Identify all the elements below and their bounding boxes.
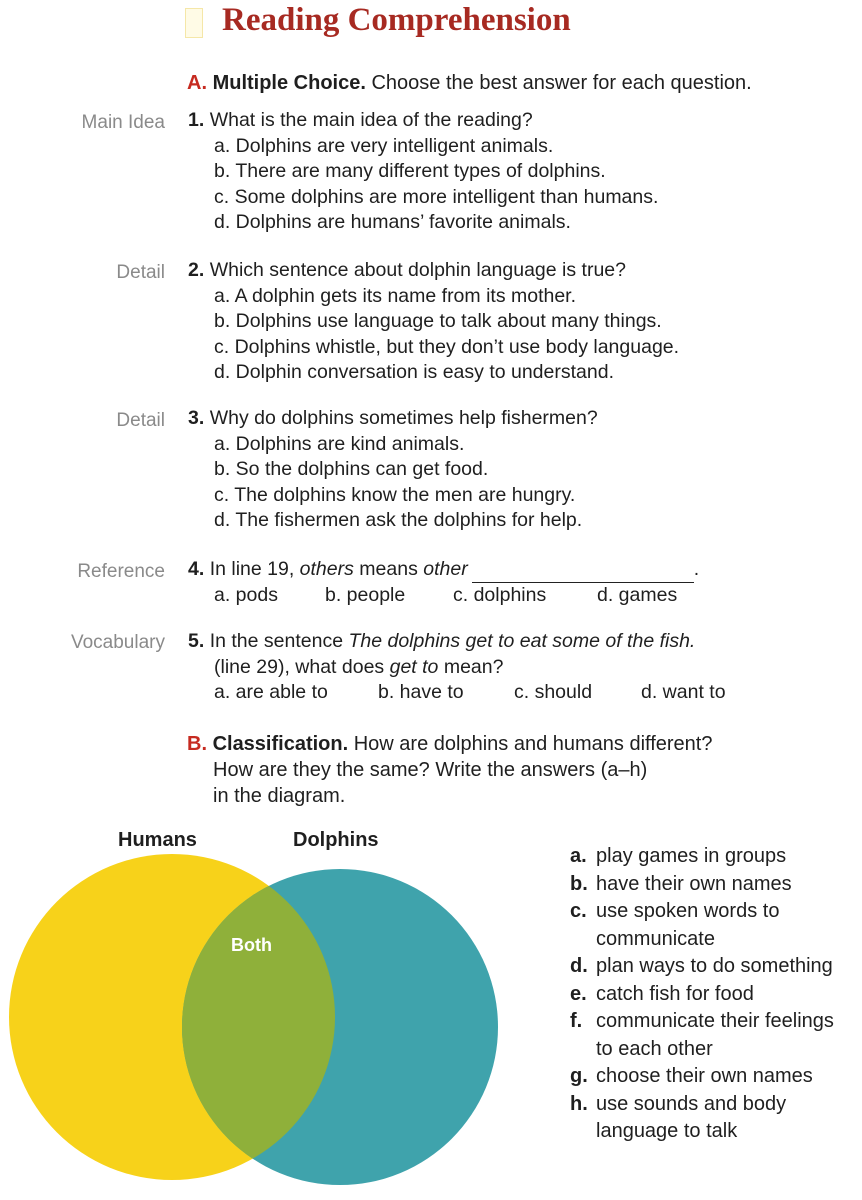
answer-option[interactable]: c. Some dolphins are more intelligent than humans.	[214, 185, 659, 208]
answer-option[interactable]: c. dolphins	[453, 583, 547, 606]
question-5	[188, 629, 726, 706]
answer-text: have their own names	[596, 872, 792, 895]
answer-option[interactable]: d. Dolphins are humans’ favorite animals.	[214, 211, 571, 233]
question-number: 2.	[188, 259, 205, 281]
answer-option[interactable]: d. games	[597, 583, 678, 606]
section-b-instructions: How are they the same? Write the answers (a–h)	[213, 759, 648, 781]
answer-letter: e.	[570, 982, 587, 1005]
question-text-italic: The dolphins get to eat some of the fish.	[348, 630, 696, 652]
skill-label-vocabulary: Vocabulary	[70, 632, 165, 653]
answer-option[interactable]: c. should	[514, 681, 593, 703]
question-2	[188, 258, 679, 386]
skill-label-main-idea: Main Idea	[81, 112, 165, 133]
question-text-italic: get to	[389, 655, 439, 678]
list-item-continued	[570, 926, 834, 954]
section-b-instructions: in the diagram.	[213, 785, 346, 807]
answer-option[interactable]: a. Dolphins are very intelligent animals.	[214, 134, 554, 157]
list-item	[570, 843, 834, 871]
skill-label-reference: Reference	[77, 561, 165, 582]
section-b-instructions: How are dolphins and humans different?	[353, 733, 713, 755]
list-item	[570, 1091, 834, 1119]
answer-option[interactable]: b. So the dolphins can get food.	[214, 458, 489, 480]
answer-option[interactable]: b. There are many different types of dolphins.	[214, 160, 606, 182]
answer-text: use spoken words to	[596, 900, 780, 922]
list-item	[570, 898, 834, 926]
question-text-italic: others	[299, 558, 354, 580]
answer-option[interactable]: c. Dolphins whistle, but they don’t use body language.	[214, 335, 680, 358]
section-a-heading	[187, 71, 752, 96]
question-text-end: .	[693, 558, 700, 580]
question-text: means	[353, 558, 424, 580]
answer-option[interactable]: d. want to	[641, 681, 726, 703]
answer-option[interactable]: d. The fishermen ask the dolphins for help.	[214, 509, 583, 531]
answer-option[interactable]: b. people	[325, 583, 406, 606]
list-item-continued	[570, 1036, 834, 1064]
answer-text: language to talk	[596, 1120, 738, 1142]
answer-text: play games in groups	[596, 845, 787, 867]
question-text: In the sentence	[209, 630, 349, 652]
question-text: mean?	[438, 655, 504, 678]
classification-answer-list	[570, 843, 834, 1146]
answer-text: choose their own names	[596, 1065, 813, 1087]
question-3	[188, 406, 598, 534]
answer-letter: d.	[570, 955, 588, 977]
answer-text: communicate their feelings	[596, 1010, 834, 1032]
list-item	[570, 871, 834, 899]
answer-blank[interactable]	[472, 564, 694, 583]
answer-text: plan ways to do something	[596, 955, 833, 977]
venn-label-humans: Humans	[118, 829, 197, 851]
answer-letter: c.	[570, 900, 587, 922]
answer-letter: b.	[570, 872, 588, 895]
skill-label-detail: Detail	[116, 410, 165, 431]
question-text-italic: other	[423, 558, 468, 580]
answer-option[interactable]: a. A dolphin gets its name from its mother.	[214, 284, 577, 307]
answer-text: communicate	[596, 927, 715, 950]
answer-option[interactable]: a. pods	[214, 583, 278, 606]
question-number: 4.	[188, 558, 205, 580]
list-item	[570, 1008, 834, 1036]
answer-option[interactable]: b. have to	[378, 681, 464, 703]
answer-option[interactable]: a. Dolphins are kind animals.	[214, 432, 465, 455]
venn-label-both: Both	[231, 935, 272, 955]
question-1	[188, 108, 658, 236]
list-item	[570, 981, 834, 1009]
question-text: (line 29), what does	[214, 655, 390, 678]
answer-option[interactable]: c. The dolphins know the men are hungry.	[214, 483, 576, 506]
section-b-heading	[187, 731, 712, 809]
venn-diagram	[0, 820, 520, 1200]
question-text: What is the main idea of the reading?	[209, 109, 533, 131]
question-number: 3.	[188, 407, 205, 429]
skill-label-detail: Detail	[116, 262, 165, 283]
answer-option[interactable]: d. Dolphin conversation is easy to understand.	[214, 361, 614, 383]
section-a-name: Multiple Choice.	[212, 72, 366, 94]
question-4	[188, 557, 699, 608]
answer-text: to each other	[596, 1037, 713, 1060]
answer-text: catch fish for food	[596, 982, 754, 1005]
venn-label-dolphins: Dolphins	[293, 829, 379, 851]
question-text: Why do dolphins sometimes help fishermen?	[209, 407, 598, 429]
title-decoration	[185, 8, 203, 38]
section-b-name: Classification.	[212, 733, 349, 755]
page-title: Reading Comprehension	[222, 2, 571, 38]
question-number: 1.	[188, 109, 205, 131]
answer-letter: a.	[570, 845, 587, 867]
question-text: In line 19,	[209, 558, 300, 580]
list-item	[570, 953, 834, 981]
answer-letter: g.	[570, 1065, 588, 1087]
list-item	[570, 1063, 834, 1091]
section-b-letter: B.	[187, 733, 207, 755]
list-item-continued	[570, 1118, 834, 1146]
question-text: Which sentence about dolphin language is true?	[209, 259, 626, 281]
question-number: 5.	[188, 630, 205, 652]
answer-option[interactable]: b. Dolphins use language to talk about many things.	[214, 310, 662, 332]
section-a-letter: A.	[187, 72, 207, 94]
answer-text: use sounds and body	[596, 1092, 787, 1115]
answer-letter: h.	[570, 1092, 588, 1115]
section-a-instructions: Choose the best answer for each question.	[371, 72, 752, 94]
answer-option[interactable]: a. are able to	[214, 681, 328, 703]
answer-letter: f.	[570, 1010, 583, 1032]
